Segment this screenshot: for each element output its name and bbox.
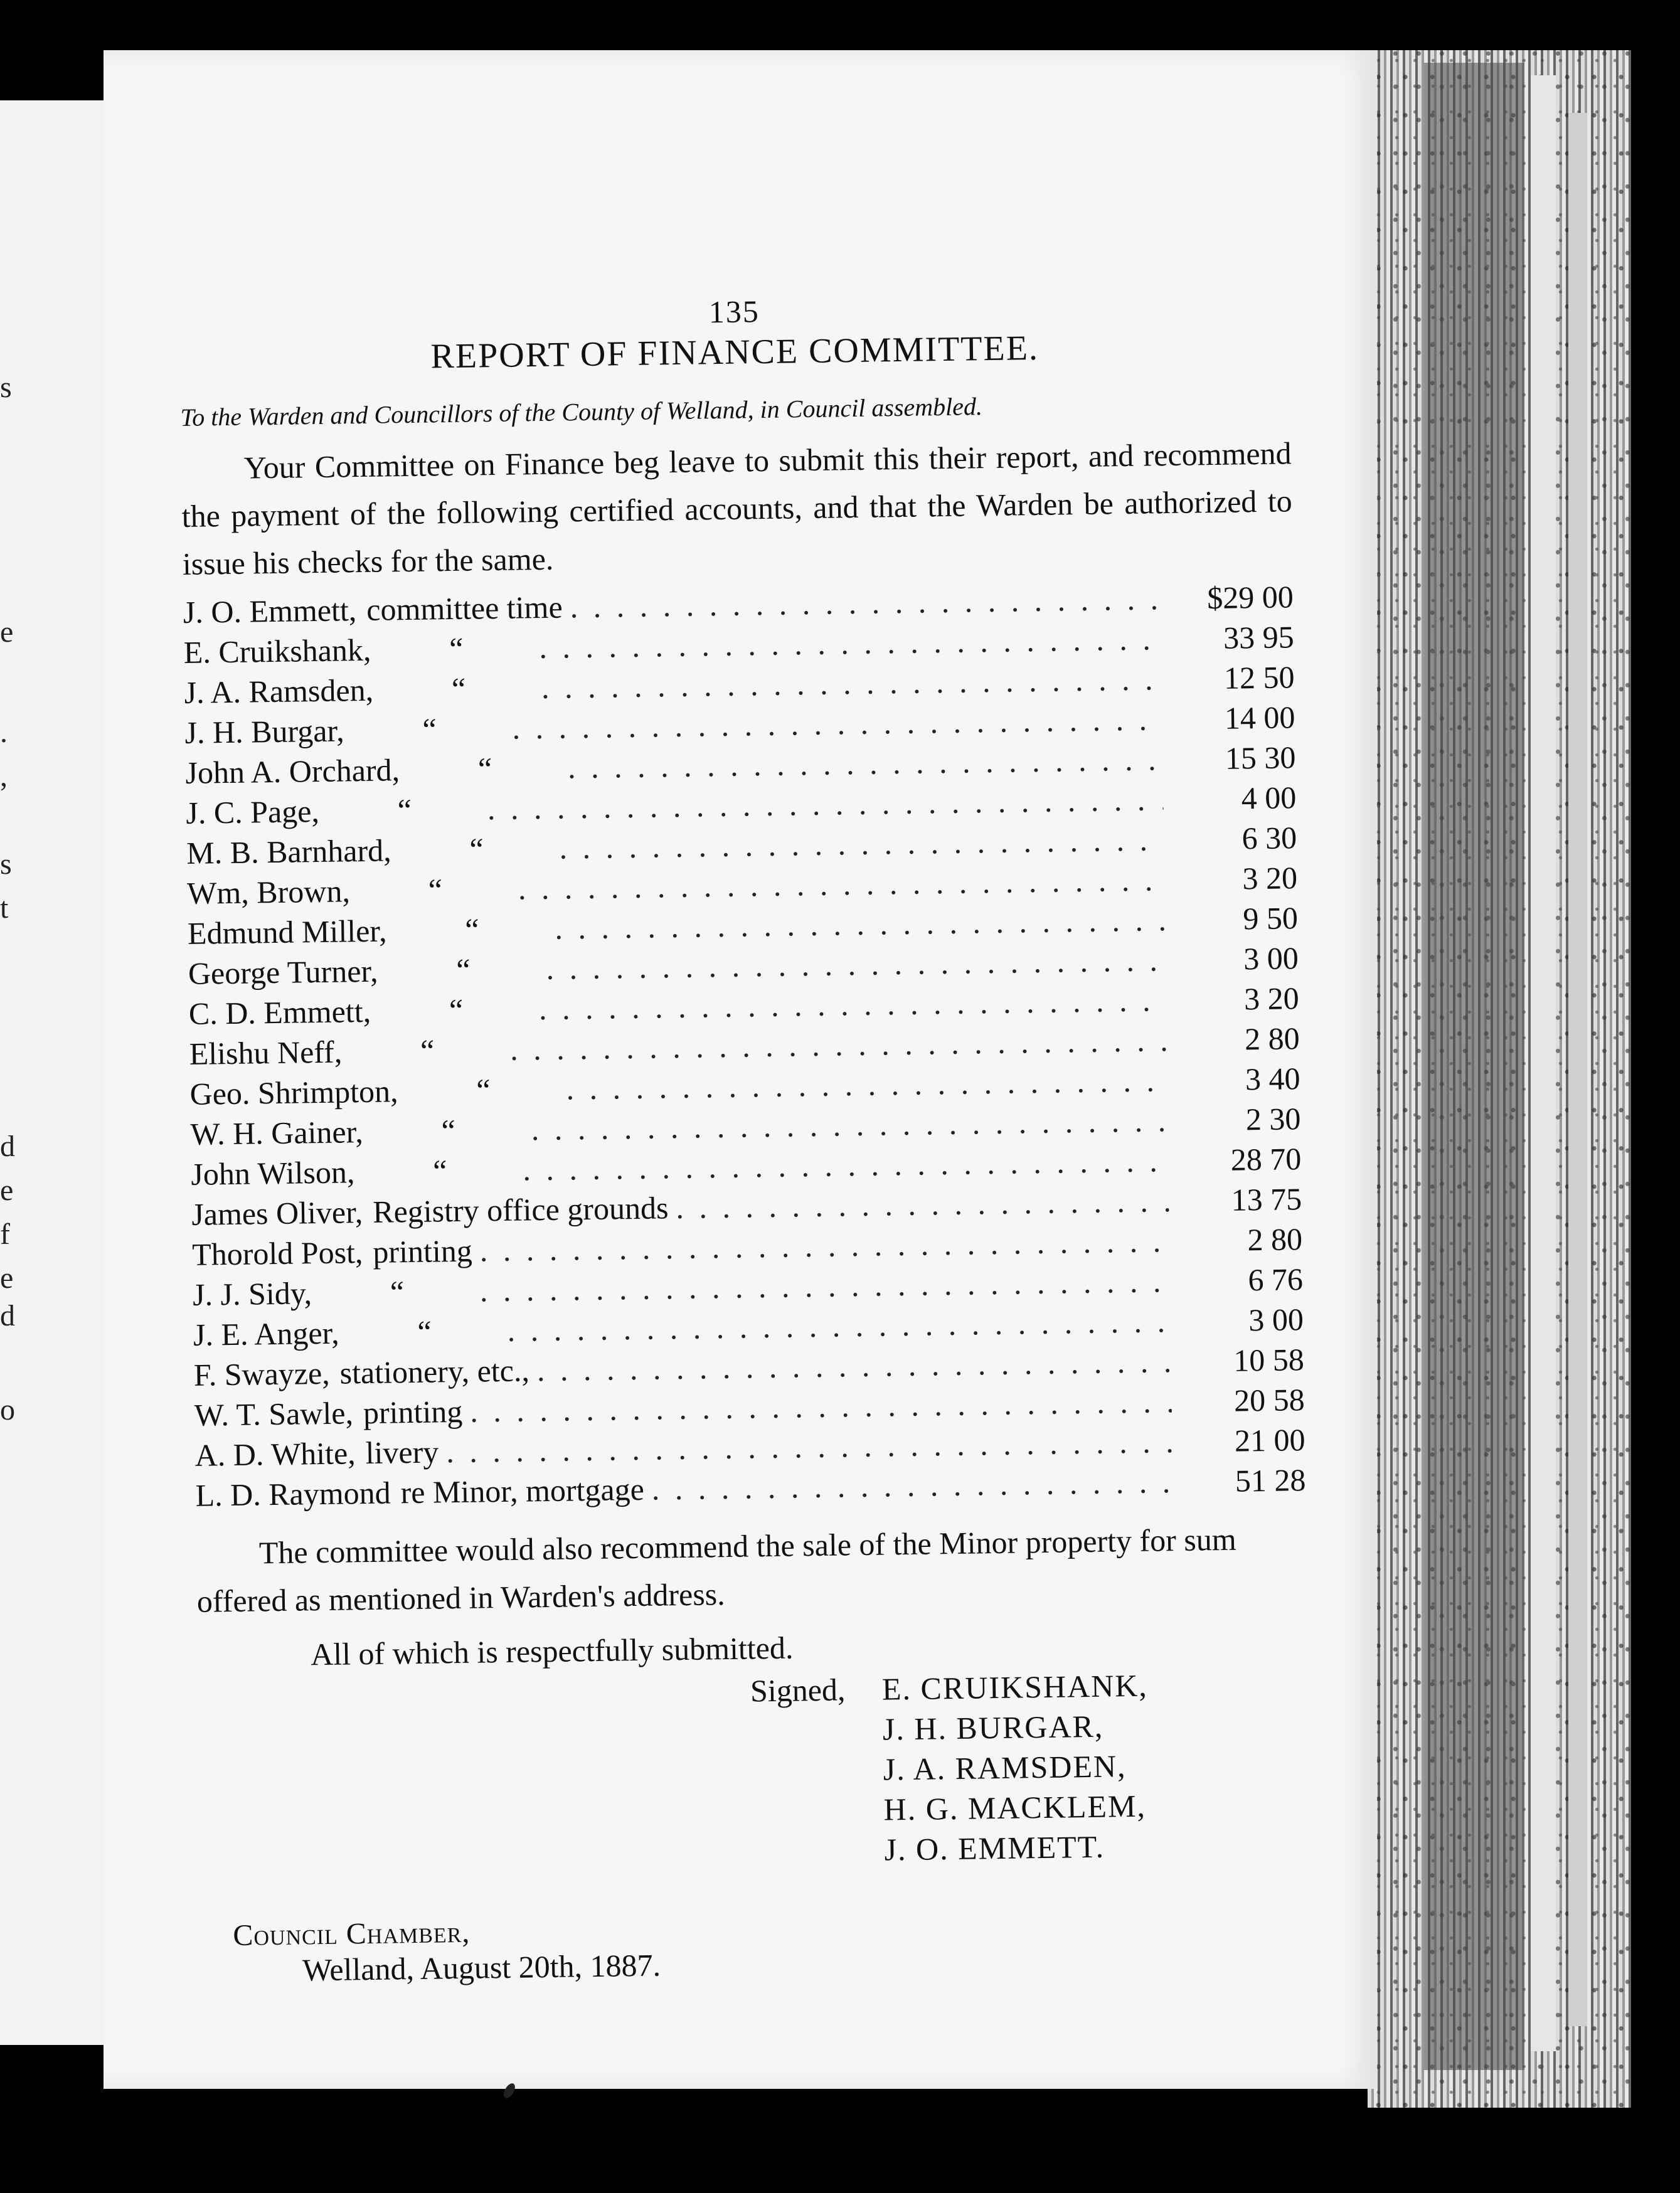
left-page-letter: o xyxy=(0,1393,15,1426)
submission-line: All of which is respectfully submitted. xyxy=(310,1630,794,1672)
account-description: “ xyxy=(456,952,471,987)
account-amount: 2 80 xyxy=(1247,1221,1303,1258)
left-page-letter: , xyxy=(0,760,8,793)
account-amount: 14 00 xyxy=(1224,699,1295,736)
page-content xyxy=(179,285,1312,1989)
account-description: “ xyxy=(469,831,484,867)
leader-dots xyxy=(539,620,1161,666)
account-payee: J. C. Page, xyxy=(186,793,320,831)
account-payee: E. Cruikshank, xyxy=(183,632,371,670)
ink-blot xyxy=(501,2081,517,2100)
account-payee: Geo. Shrimpton, xyxy=(189,1073,398,1112)
report-title: REPORT OF FINANCE COMMITTEE. xyxy=(430,328,1039,376)
account-amount: 2 30 xyxy=(1245,1101,1301,1137)
leader-dots xyxy=(559,821,1164,866)
left-page-letter: e xyxy=(0,1261,14,1295)
account-description: “ xyxy=(428,872,443,908)
account-description: “ xyxy=(476,1072,491,1108)
account-payee: M. B. Barnhard, xyxy=(186,832,391,871)
account-description: “ xyxy=(449,630,464,667)
account-payee: Thorold Post, xyxy=(191,1235,363,1272)
account-payee: L. D. Raymond xyxy=(195,1475,391,1513)
account-description: “ xyxy=(449,992,464,1028)
account-payee: C. D. Emmett, xyxy=(188,993,371,1031)
signer-name: H. G. MACKLEM, xyxy=(883,1788,1147,1827)
account-description: “ xyxy=(420,1033,435,1068)
left-page-letter: d xyxy=(0,1130,15,1163)
council-chamber-label: Council Chamber, xyxy=(233,1915,471,1953)
account-payee: J. J. Sidy, xyxy=(192,1275,312,1312)
account-payee: Elishu Neff, xyxy=(189,1034,343,1071)
account-amount: 28 70 xyxy=(1230,1141,1302,1177)
account-description: “ xyxy=(441,1112,456,1149)
left-page-letter: s xyxy=(0,847,12,881)
leader-dots xyxy=(570,580,1161,625)
account-payee: John A. Orchard, xyxy=(185,752,400,790)
account-description: “ xyxy=(451,671,466,706)
account-amount: 12 50 xyxy=(1223,659,1295,696)
signer-name: E. CRUIKSHANK, xyxy=(881,1667,1149,1707)
account-payee: W. H. Gainer, xyxy=(190,1114,364,1152)
account-description: “ xyxy=(432,1153,447,1189)
page-edge-shadow xyxy=(1424,63,1524,2070)
signature-block xyxy=(750,1665,1311,1873)
account-description: livery xyxy=(365,1434,439,1471)
leader-dots xyxy=(676,1182,1169,1226)
account-payee: J. E. Anger, xyxy=(193,1315,340,1352)
leader-dots xyxy=(568,741,1163,785)
left-page-letter: f xyxy=(0,1218,10,1251)
account-payee: Wm, Brown, xyxy=(186,873,351,911)
page-edge-highlight xyxy=(1531,75,1556,2051)
page-number: 135 xyxy=(708,294,760,330)
leader-dots xyxy=(651,1463,1172,1507)
document-page xyxy=(104,50,1377,2089)
account-payee: F. Swayze, xyxy=(193,1355,331,1393)
accounts-list xyxy=(183,578,1306,1517)
account-payee: A. D. White, xyxy=(194,1435,356,1473)
account-description: printing xyxy=(363,1393,463,1431)
account-payee: James Oliver, xyxy=(191,1194,363,1232)
closing-paragraph: The committee would also recommend the sale of the Minor property for sum offered as mentioned in Warden's address. xyxy=(196,1521,1237,1619)
signer-name: J. A. RAMSDEN, xyxy=(883,1748,1127,1787)
leader-dots xyxy=(555,901,1165,947)
account-payee: J. O. Emmett, xyxy=(183,592,357,630)
account-amount: 3 00 xyxy=(1248,1302,1304,1338)
account-amount: 3 20 xyxy=(1243,980,1300,1017)
account-description: stationery, etc., xyxy=(339,1352,530,1391)
left-page-letter: d xyxy=(0,1299,15,1332)
account-amount: 4 00 xyxy=(1241,780,1297,816)
account-description: re Minor, mortgage xyxy=(400,1471,645,1511)
account-amount: 33 95 xyxy=(1223,619,1295,656)
account-amount: $29 00 xyxy=(1206,579,1294,616)
page-edge-highlight xyxy=(1568,113,1587,2026)
account-amount: 20 58 xyxy=(1233,1382,1305,1418)
account-payee: J. A. Ramsden, xyxy=(184,672,374,710)
leader-dots xyxy=(546,942,1166,987)
signers-list xyxy=(882,1667,1151,1872)
account-amount: 2 80 xyxy=(1244,1021,1300,1057)
account-amount: 10 58 xyxy=(1233,1342,1305,1378)
account-payee: John Wilson, xyxy=(191,1154,355,1192)
account-payee: W. T. Sawle, xyxy=(194,1395,354,1433)
account-payee: George Turner, xyxy=(188,953,378,991)
left-page-letter: e xyxy=(0,615,14,649)
account-amount: 21 00 xyxy=(1234,1422,1305,1458)
account-description: “ xyxy=(390,1274,405,1310)
left-facing-page xyxy=(0,100,114,2045)
account-amount: 6 76 xyxy=(1248,1261,1304,1298)
account-amount: 15 30 xyxy=(1225,740,1296,776)
account-amount: 3 00 xyxy=(1243,940,1299,977)
signed-label: Signed, xyxy=(750,1672,846,1709)
left-page-letter: e xyxy=(0,1174,14,1207)
account-description: Registry office grounds xyxy=(372,1190,669,1229)
left-page-letter: . xyxy=(0,716,8,749)
left-page-letter: s xyxy=(0,371,12,404)
account-description: “ xyxy=(464,911,479,947)
account-amount: 9 50 xyxy=(1243,900,1299,937)
account-description: “ xyxy=(417,1314,432,1349)
account-payee: J. H. Burgar, xyxy=(184,713,344,750)
account-amount: 3 40 xyxy=(1245,1061,1300,1097)
signer-name: J. O. EMMETT. xyxy=(884,1829,1105,1867)
account-payee: Edmund Miller, xyxy=(187,913,387,951)
account-description: printing xyxy=(373,1233,473,1270)
account-amount: 13 75 xyxy=(1231,1181,1302,1218)
council-chamber-date: Welland, August 20th, 1887. xyxy=(302,1947,661,1988)
leader-dots xyxy=(541,661,1162,706)
left-page-letter: t xyxy=(0,891,9,925)
account-amount: 6 30 xyxy=(1241,820,1297,856)
account-amount: 51 28 xyxy=(1235,1462,1306,1499)
salutation: To the Warden and Councillors of the County of Welland, in Council assembled. xyxy=(180,392,983,432)
signer-name: J. H. BURGAR, xyxy=(882,1708,1104,1747)
leader-dots xyxy=(566,1062,1167,1107)
account-description: “ xyxy=(422,711,437,747)
account-amount: 3 20 xyxy=(1242,860,1298,896)
account-description: committee time xyxy=(366,589,563,627)
intro-paragraph: Your Committee on Finance beg leave to submit this their report, and recommend the payment of the following certified accounts, and that the Warden be authorized to issue his checks for the same. xyxy=(181,435,1293,581)
account-description: “ xyxy=(397,792,412,828)
account-description: “ xyxy=(477,751,492,787)
